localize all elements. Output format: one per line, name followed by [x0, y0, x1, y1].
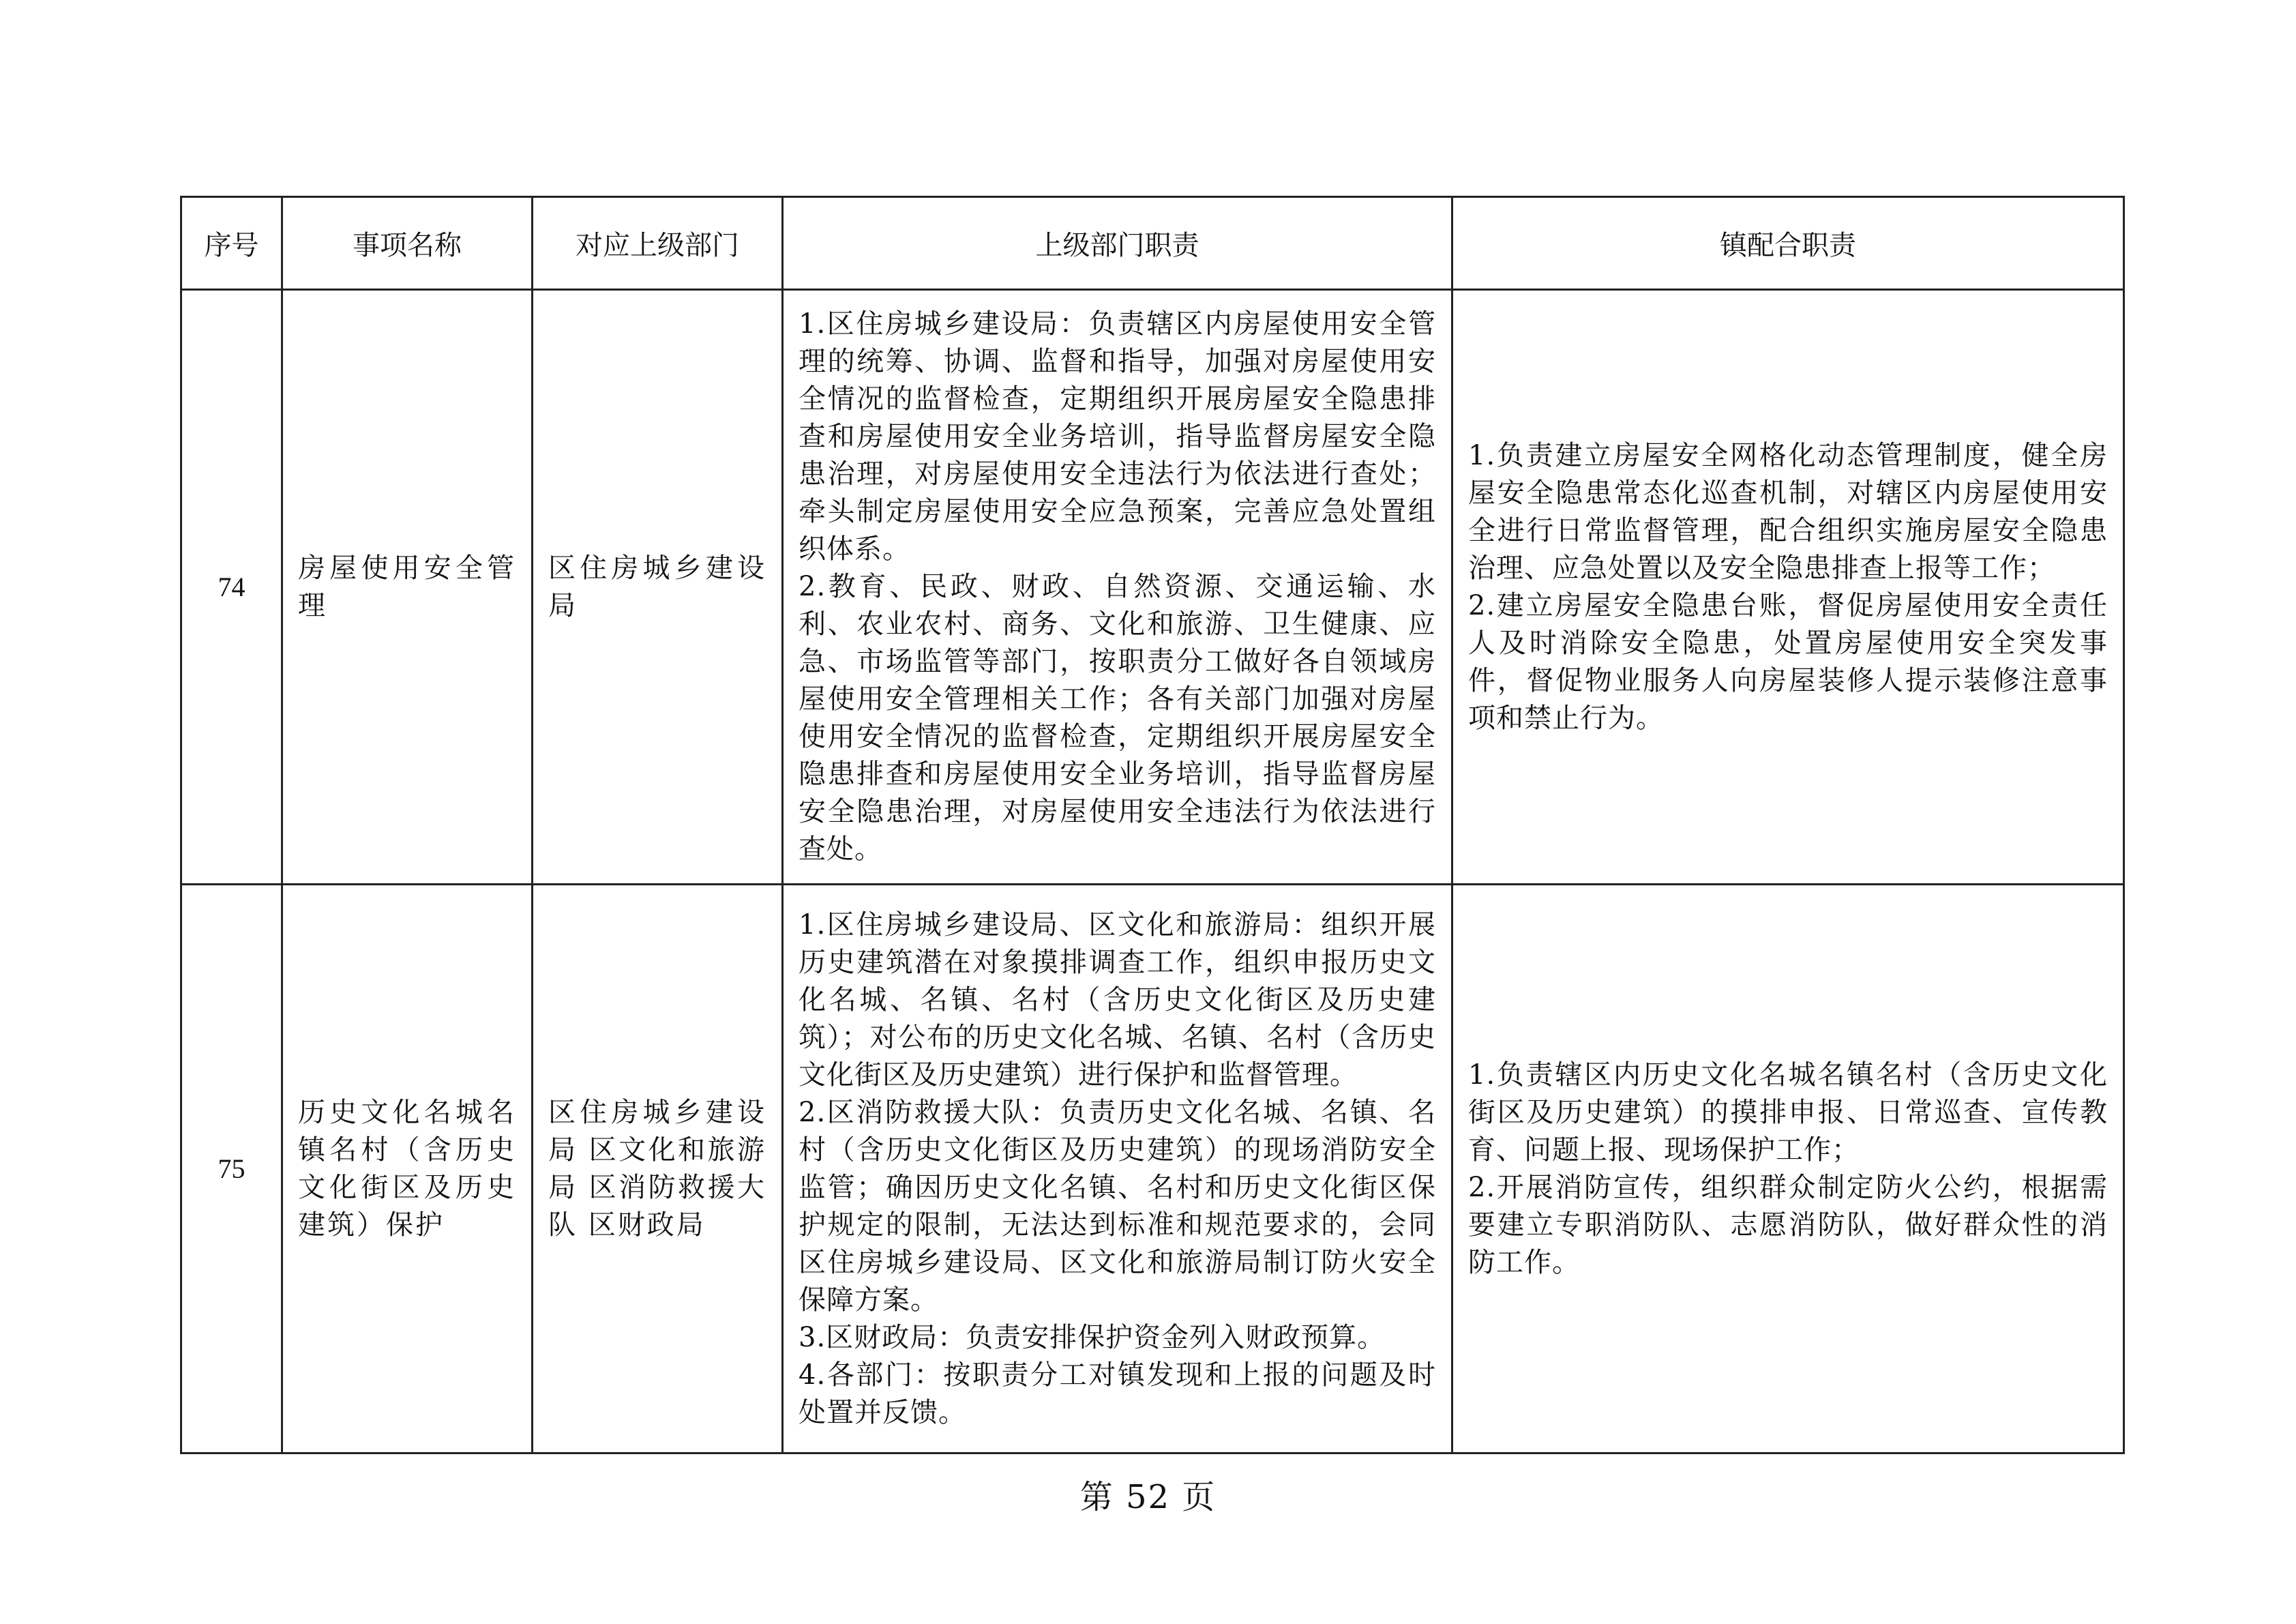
- row-item-name: 房屋使用安全管理: [282, 290, 533, 885]
- upper-duty-line: 2.区消防救援大队：负责历史文化名城、名镇、名村（含历史文化街区及历史建筑）的现场消防安全监管；确因历史文化名镇、名村和历史文化街区保护规定的限制，无法达到标准和规范要求的，会同区住房城乡建设局、区文化和旅游局制订防火安全保障方案。: [799, 1096, 1436, 1316]
- page-number: 第 52 页: [1079, 1478, 1217, 1516]
- header-town-duties: 镇配合职责: [1452, 197, 2124, 290]
- upper-duty-line: 3.区财政局：负责安排保护资金列入财政预算。: [799, 1321, 1386, 1353]
- table-row: [181, 885, 2124, 1453]
- row-dept: 区住房城乡建设局: [533, 290, 783, 885]
- row-upper-duties: [783, 290, 1452, 885]
- row-upper-duties: [783, 885, 1452, 1453]
- table-row: [181, 290, 2124, 885]
- town-duty-line: 1.负责建立房屋安全网格化动态管理制度，健全房屋安全隐患常态化巡查机制，对辖区内房屋使用安全进行日常监督管理，配合组织实施房屋安全隐患治理、应急处置以及安全隐患排查上报等工作；: [1468, 439, 2108, 584]
- header-upper-duties: 上级部门职责: [783, 197, 1452, 290]
- upper-duty-line: 1.区住房城乡建设局：负责辖区内房屋使用安全管理的统筹、协调、监督和指导，加强对房屋使用安全情况的监督检查，定期组织开展房屋安全隐患排查和房屋使用安全业务培训，指导监督房屋安全隐患治理，对房屋使用安全违法行为依法进行查处；牵头制定房屋使用安全应急预案，完善应急处置组织体系。: [799, 308, 1436, 565]
- row-town-duties: [1452, 290, 2124, 885]
- town-duty-line: 1.负责辖区内历史文化名城名镇名村（含历史文化街区及历史建筑）的摸排申报、日常巡查、宣传教育、问题上报、现场保护工作；: [1468, 1059, 2108, 1166]
- header-name: 事项名称: [282, 197, 533, 290]
- row-seq: 75: [181, 885, 282, 1453]
- upper-duty-line: 2.教育、民政、财政、自然资源、交通运输、水利、农业农村、商务、文化和旅游、卫生健康、应急、市场监管等部门，按职责分工做好各自领域房屋使用安全管理相关工作；各有关部门加强对房屋使用安全情况的监督检查，定期组织开展房屋安全隐患排查和房屋使用安全业务培训，指导监督房屋安全隐患治理，对房屋使用安全违法行为依法进行查处。: [799, 571, 1436, 865]
- row-dept: 区住房城乡建设局 区文化和旅游局 区消防救援大队 区财政局: [533, 885, 783, 1453]
- responsibility-table: [180, 196, 2125, 1454]
- town-duty-line: 2.开展消防宣传，组织群众制定防火公约，根据需要建立专职消防队、志愿消防队，做好群众性的消防工作。: [1468, 1171, 2108, 1278]
- header-seq: 序号: [181, 197, 282, 290]
- town-duty-line: 2.建立房屋安全隐患台账，督促房屋使用安全责任人及时消除安全隐患，处置房屋使用安全突发事件，督促物业服务人向房屋装修人提示装修注意事项和禁止行为。: [1468, 589, 2108, 734]
- row-seq: 74: [181, 290, 282, 885]
- header-dept: 对应上级部门: [533, 197, 783, 290]
- upper-duty-line: 4.各部门：按职责分工对镇发现和上报的问题及时处置并反馈。: [799, 1359, 1436, 1428]
- row-town-duties: [1452, 885, 2124, 1453]
- row-item-name: 历史文化名城名镇名村（含历史文化街区及历史建筑）保护: [282, 885, 533, 1453]
- upper-duty-line: 1.区住房城乡建设局、区文化和旅游局：组织开展历史建筑潜在对象摸排调查工作，组织申报历史文化名城、名镇、名村（含历史文化街区及历史建筑）；对公布的历史文化名城、名镇、名村（含历史文化街区及历史建筑）进行保护和监督管理。: [799, 909, 1436, 1091]
- table-header-row: [181, 197, 2124, 290]
